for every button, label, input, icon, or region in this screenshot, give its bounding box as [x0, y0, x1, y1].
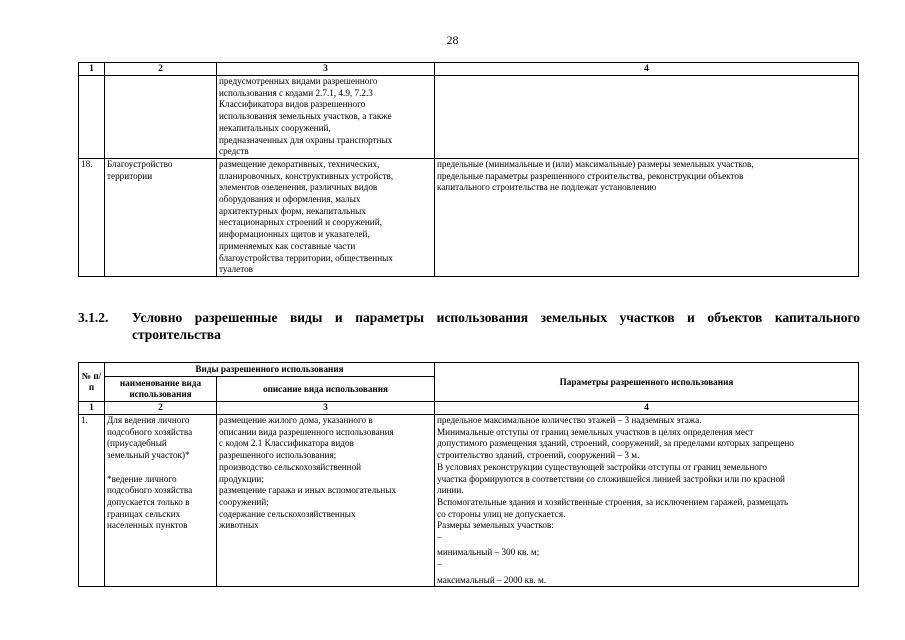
use-name-cell [105, 158, 217, 276]
text-line: Размеры земельных участков: [437, 520, 554, 531]
text-line: строительство зданий, строений, сооружений – 3 м. [437, 450, 640, 461]
table-header-row [79, 363, 859, 377]
header-use-description: описание вида использования [217, 377, 435, 402]
text-line: капитального строительства не подлежат установлению [437, 182, 657, 193]
text-line: нестационарных строений и сооружений, [219, 217, 382, 228]
text-line: размещение гаража и иных вспомогательных [219, 485, 397, 496]
list-item-text: максимальный – 2000 кв. м. [437, 574, 547, 585]
table-row [79, 415, 859, 587]
text-line: элементов озеленения, различных видов [219, 182, 378, 193]
text-line: использования с кодами 2.7.1, 4.9, 7.2.3 [219, 87, 373, 98]
text-line: применяемых как составные части [219, 240, 356, 251]
dash-marker: – [437, 532, 442, 543]
text-line: территории [107, 170, 153, 181]
text-line: предельные (минимальные и (или) максимальные) размеры земельных участков, [437, 158, 754, 169]
text-line: архитектурных форм, некапитальных [219, 205, 366, 216]
column-number-row [79, 402, 859, 415]
col-number: 4 [435, 63, 859, 76]
text-line: животных [219, 520, 259, 531]
row-number-cell: 1. [79, 415, 105, 587]
use-description-cell [217, 76, 435, 159]
text-line: подсобного хозяйства [107, 426, 193, 437]
text-line: продукции; [219, 473, 264, 484]
page-number: 28 [446, 33, 459, 47]
text-line: с кодом 2.1 Классификатора видов [219, 438, 354, 449]
use-params-cell [435, 76, 859, 159]
text-line: разрешенного использования; [219, 450, 337, 461]
text-line: размещение жилого дома, указанного в [219, 415, 373, 425]
text-line: допускается только в [107, 496, 190, 507]
text-line: описании вида разрешенного использования [219, 426, 394, 437]
text-line: размещение декоративных, технических, [219, 158, 380, 169]
conditional-uses-table [78, 362, 859, 587]
header-use-group: Виды разрешенного использования [105, 363, 435, 377]
col-number: 1 [79, 63, 105, 76]
list-item-text: минимальный – 300 кв. м; [437, 547, 540, 558]
text-line: благоустройства территории, общественных [219, 252, 393, 263]
col-number: 2 [105, 402, 217, 415]
text-line: участка формируются в соответствии со сложившейся линией застройки или по красной [437, 473, 785, 484]
dash-marker: – [437, 559, 442, 570]
list-item [437, 559, 856, 586]
use-description-cell [217, 158, 435, 276]
text-line: земельный участок)* [107, 450, 190, 461]
text-line: В условиях реконструкции существующей застройки отступы от границ земельного [437, 461, 768, 472]
text-line: оборудования и оформления, малых [219, 194, 361, 205]
header-num: № п/п [79, 363, 105, 402]
col-number: 1 [79, 402, 105, 415]
text-line: подсобного хозяйства [107, 485, 193, 496]
section-heading [78, 309, 860, 343]
text-line: Благоустройство [107, 158, 173, 169]
text-line: некапитальных сооружений, [219, 122, 331, 133]
text-line: со стороны улиц не допускается. [437, 508, 566, 519]
text-line: предназначенных для охраны транспортных [219, 134, 393, 145]
header-params: Параметры разрешенного использования [435, 363, 859, 402]
text-line: предельное максимальное количество этажей – 3 надземных этажа. [437, 415, 702, 425]
header-use-name: наименование вида использования [105, 377, 217, 402]
text-line: допустимого размещения зданий, строений, сооружений, за пределами которых запрещено [437, 438, 794, 449]
text-line: *ведение личного [107, 473, 177, 484]
col-number: 3 [217, 63, 435, 76]
text-line: информационных щитов и указателей, [219, 229, 370, 240]
use-description-cell [217, 415, 435, 587]
permitted-uses-table-continued [78, 62, 859, 277]
text-line: линии. [437, 485, 464, 496]
text-line [107, 462, 214, 474]
text-line: туалетов [219, 264, 254, 275]
table-row [79, 158, 859, 276]
col-number: 3 [217, 402, 435, 415]
text-line: планировочных, конструктивных устройств, [219, 170, 394, 181]
text-line: содержание сельскохозяйственных [219, 508, 356, 519]
use-name-cell [105, 76, 217, 159]
column-number-row [79, 63, 859, 76]
text-line: Минимальные отступы от границ земельных участков в целях определения мест [437, 426, 754, 437]
table-row [79, 76, 859, 159]
use-params-cell [435, 415, 859, 587]
text-line: границах сельских [107, 508, 181, 519]
section-title: Условно разрешенные виды и параметры использования земельных участков и объектов капитального строительства [132, 310, 860, 342]
list-item [437, 532, 856, 559]
text-line: (приусадебный [107, 438, 167, 449]
text-line: использования земельных участков, а также [219, 111, 392, 122]
section-number: 3.1.2. [78, 310, 109, 325]
text-line: Классификатора видов разрешенного [219, 99, 366, 110]
row-number-cell: 18. [79, 158, 105, 276]
text-line: предусмотренных видами разрешенного [219, 76, 378, 86]
text-line: населенных пунктов [107, 520, 188, 531]
col-number: 2 [105, 63, 217, 76]
text-line: сооружений; [219, 496, 269, 507]
col-number: 4 [435, 402, 859, 415]
text-line: Вспомогательные здания и хозяйственные строения, за исключением гаражей, размещать [437, 496, 789, 507]
row-number-cell [79, 76, 105, 159]
use-params-cell [435, 158, 859, 276]
text-line: средств [219, 146, 249, 157]
use-name-cell [105, 415, 217, 587]
text-line: производство сельскохозяйственной [219, 461, 362, 472]
text-line: предельные параметры разрешенного строительства, реконструкции объектов [437, 170, 744, 181]
text-line: Для ведения личного [107, 415, 190, 425]
